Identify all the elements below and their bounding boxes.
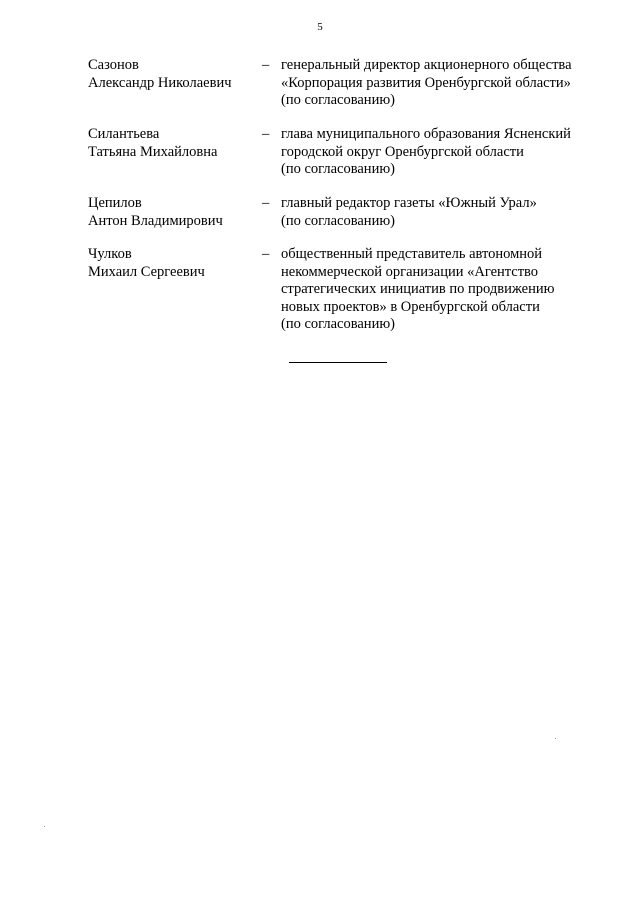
member-given-name: Татьяна Михайловна <box>88 143 218 160</box>
member-name <box>88 126 253 161</box>
position-line: общественный представитель автономной <box>281 246 543 262</box>
scan-speck <box>44 826 45 827</box>
position-line: городской округ Оренбургской области <box>281 143 524 160</box>
member-surname: Цепилов <box>88 195 142 211</box>
member-name <box>88 195 253 230</box>
separator-dash: – <box>262 195 270 211</box>
member-surname: Чулков <box>88 246 132 262</box>
member-position <box>281 195 586 230</box>
position-line: (по согласованию) <box>281 212 395 229</box>
member-name <box>88 57 253 92</box>
position-line: «Корпорация развития Оренбургской области» <box>281 74 571 91</box>
member-given-name: Александр Николаевич <box>88 74 232 91</box>
position-line: глава муниципального образования Ясненский <box>281 126 571 142</box>
separator-dash: – <box>262 246 270 262</box>
member-name <box>88 246 253 281</box>
position-line: стратегических инициатив по продвижению <box>281 281 555 297</box>
position-line: (по согласованию) <box>281 316 395 332</box>
member-position <box>281 126 586 179</box>
member-given-name: Антон Владимирович <box>88 212 223 229</box>
position-line: (по согласованию) <box>281 92 395 108</box>
separator-dash: – <box>262 57 270 73</box>
position-line: генеральный директор акционерного общества <box>281 57 572 73</box>
end-of-list-rule <box>289 362 387 363</box>
member-position <box>281 57 586 110</box>
member-given-name: Михаил Сергеевич <box>88 263 205 280</box>
page-number: 5 <box>317 21 323 33</box>
member-surname: Сазонов <box>88 57 139 73</box>
position-line: главный редактор газеты «Южный Урал» <box>281 195 537 211</box>
position-line: (по согласованию) <box>281 161 395 177</box>
scan-speck <box>555 738 556 739</box>
position-line: новых проектов» в Оренбургской области <box>281 298 540 315</box>
member-surname: Силантьева <box>88 126 160 142</box>
separator-dash: – <box>262 126 270 142</box>
position-line: некоммерческой организации «Агентство <box>281 263 539 280</box>
member-position <box>281 246 586 334</box>
